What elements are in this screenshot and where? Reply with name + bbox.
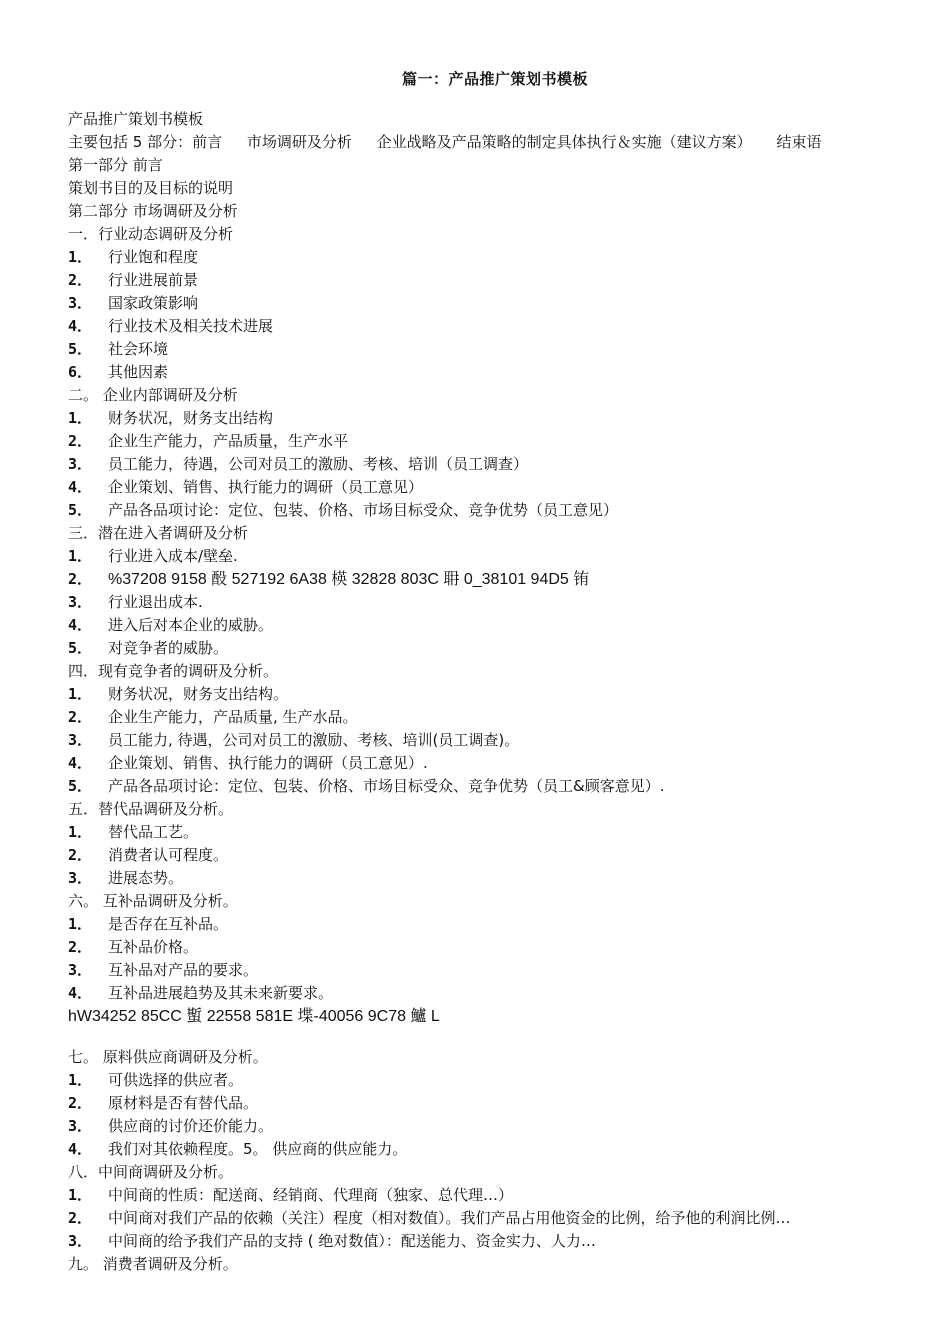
item-number: 2． xyxy=(68,938,93,956)
item-number: 3． xyxy=(68,1117,93,1135)
intro-segment: 市场调研及分析 xyxy=(246,133,352,151)
item-number: 1． xyxy=(68,915,93,933)
list-item xyxy=(68,683,888,706)
item-text: 员工能力，待遇，公司对员工的激励、考核、培训（员工调查） xyxy=(108,455,529,473)
item-number: 4． xyxy=(68,317,93,335)
list-item xyxy=(68,338,888,361)
item-number: 2． xyxy=(68,1209,93,1227)
list-item xyxy=(68,292,888,315)
item-text: 产品各品项讨论：定位、包装、价格、市场目标受众、竞争优势（员工&顾客意见）. xyxy=(108,777,665,795)
item-text: 中间商对我们产品的依赖（关注）程度（相对数值）。我们产品占用他资金的比例，给予他的利润比例… xyxy=(108,1209,791,1227)
list-item xyxy=(68,453,888,476)
item-number: 1． xyxy=(68,409,93,427)
item-number: 5． xyxy=(68,340,93,358)
item-text: 行业进入成本/壁垒. xyxy=(108,547,238,565)
list-item xyxy=(68,936,888,959)
item-text: 进展态势。 xyxy=(108,869,184,887)
item-number: 1． xyxy=(68,248,93,266)
item-number: 2． xyxy=(68,432,93,450)
intro-segment: 结束语 xyxy=(776,133,822,151)
item-text: 产品各品项讨论：定位、包装、价格、市场目标受众、竞争优势（员工意见） xyxy=(108,501,619,519)
item-number: 3． xyxy=(68,1232,93,1250)
item-number: 2． xyxy=(68,271,93,289)
intro-line xyxy=(68,131,888,154)
item-text: 行业进展前景 xyxy=(108,271,199,289)
item-text: 企业生产能力，产品质量, 生产水品。 xyxy=(108,708,358,726)
item-text: 我们对其依赖程度。5。 供应商的供应能力。 xyxy=(108,1140,408,1158)
item-text: 企业生产能力，产品质量，生产水平 xyxy=(108,432,349,450)
item-number: 3． xyxy=(68,869,93,887)
list-item xyxy=(68,269,888,292)
list-item xyxy=(68,1069,888,1092)
item-text: 企业策划、销售、执行能力的调研（员工意见）. xyxy=(108,754,428,772)
item-number: 3． xyxy=(68,731,93,749)
item-text: 消费者认可程度。 xyxy=(108,846,229,864)
section-heading: 六。 互补品调研及分析。 xyxy=(68,892,238,910)
item-text: 行业饱和程度 xyxy=(108,248,199,266)
item-text: 互补品对产品的要求。 xyxy=(108,961,259,979)
part1-heading: 第一部分 前言 xyxy=(68,156,163,174)
list-item xyxy=(68,614,888,637)
list-item xyxy=(68,913,888,936)
item-number: 1． xyxy=(68,685,93,703)
section-heading: 四．现有竞争者的调研及分析。 xyxy=(68,662,279,680)
list-item xyxy=(68,591,888,614)
item-text: 互补品价格。 xyxy=(108,938,199,956)
document-body xyxy=(68,108,888,1276)
item-text: 中间商的给予我们产品的支持 ( 绝对数值）：配送能力、资金实力、人力… xyxy=(108,1232,596,1250)
section-heading: 七。 原料供应商调研及分析。 xyxy=(68,1048,268,1066)
list-item xyxy=(68,706,888,729)
item-text: 中间商的性质：配送商、经销商、代理商（独家、总代理…） xyxy=(108,1186,514,1204)
page-title: 篇一：产品推广策划书模板 xyxy=(401,70,588,88)
section-heading: 三．潜在进入者调研及分析 xyxy=(68,524,249,542)
section-heading: 一．行业动态调研及分析 xyxy=(68,225,234,243)
list-item xyxy=(68,775,888,798)
list-item xyxy=(68,361,888,384)
item-text: 供应商的讨价还价能力。 xyxy=(108,1117,274,1135)
item-text: 员工能力, 待遇，公司对员工的激励、考核、培训(员工调查)。 xyxy=(108,731,520,749)
item-number: 1． xyxy=(68,1186,93,1204)
item-text: 社会环境 xyxy=(108,340,169,358)
list-item xyxy=(68,1138,888,1161)
item-number: 4． xyxy=(68,616,93,634)
list-item xyxy=(68,476,888,499)
list-item xyxy=(68,1092,888,1115)
item-text: 财务状况，财务支出结构 xyxy=(108,409,274,427)
list-item xyxy=(68,844,888,867)
item-number: 4． xyxy=(68,1140,93,1158)
item-text: 原材料是否有替代品。 xyxy=(108,1094,259,1112)
item-text: 财务状况，财务支出结构。 xyxy=(108,685,289,703)
list-item xyxy=(68,821,888,844)
intro-segment: 企业战略及产品策略的制定具体执行＆实施（建议方案） xyxy=(376,133,752,151)
section-heading: 八．中间商调研及分析。 xyxy=(68,1163,234,1181)
item-number: 3． xyxy=(68,593,93,611)
item-text: 是否存在互补品。 xyxy=(108,915,229,933)
list-item xyxy=(68,729,888,752)
item-number: 5． xyxy=(68,777,93,795)
item-number: 5． xyxy=(68,501,93,519)
item-number: 3． xyxy=(68,294,93,312)
item-text: 替代品工艺。 xyxy=(108,823,199,841)
list-item xyxy=(68,752,888,775)
list-item xyxy=(68,982,888,1005)
section-heading: 九。 消费者调研及分析。 xyxy=(68,1255,238,1273)
section-heading: 二。 企业内部调研及分析 xyxy=(68,386,238,404)
item-number: 2． xyxy=(68,846,93,864)
item-text: 行业退出成本. xyxy=(108,593,203,611)
item-number: 4． xyxy=(68,754,93,772)
item-text: 进入后对本企业的威胁。 xyxy=(108,616,274,634)
item-text: 国家政策影响 xyxy=(108,294,199,312)
list-item xyxy=(68,959,888,982)
list-item xyxy=(68,430,888,453)
list-item xyxy=(68,246,888,269)
item-text: 行业技术及相关技术进展 xyxy=(108,317,274,335)
item-number: 1． xyxy=(68,1071,93,1089)
item-number: 1． xyxy=(68,547,93,565)
part2-heading: 第二部分 市场调研及分析 xyxy=(68,202,238,220)
item-number: 1． xyxy=(68,823,93,841)
item-number: 3． xyxy=(68,961,93,979)
list-item xyxy=(68,867,888,890)
item-text: 其他因素 xyxy=(108,363,169,381)
list-item xyxy=(68,568,888,591)
list-item xyxy=(68,499,888,522)
item-text: 对竞争者的威胁。 xyxy=(108,639,229,657)
item-number: 2． xyxy=(68,570,93,588)
item-text: 企业策划、销售、执行能力的调研（员工意见） xyxy=(108,478,424,496)
item-text: 可供选择的供应者。 xyxy=(108,1071,244,1089)
doc-title: 产品推广策划书模板 xyxy=(68,110,204,128)
item-number: 4． xyxy=(68,984,93,1002)
blank-spacer xyxy=(68,1028,888,1046)
item-text: 互补品进展趋势及其未来新要求。 xyxy=(108,984,334,1002)
list-item xyxy=(68,1207,888,1230)
list-item xyxy=(68,545,888,568)
section-heading: 五．替代品调研及分析。 xyxy=(68,800,234,818)
list-item xyxy=(68,1115,888,1138)
list-item xyxy=(68,407,888,430)
item-text: %37208 9158 酘 527192 6A38 楧 32828 803C 耼 0_38101 94D5 铕 xyxy=(108,571,590,588)
item-number: 6． xyxy=(68,363,93,381)
list-item xyxy=(68,315,888,338)
list-item xyxy=(68,637,888,660)
item-number: 5． xyxy=(68,639,93,657)
intro-segment: 主要包括 5 部分：前言 xyxy=(68,133,223,151)
garbled-line: hW34252 85CC 蟴 22558 581E 堞-40056 9C78 鱸 L xyxy=(68,1008,440,1025)
item-number: 3． xyxy=(68,455,93,473)
list-item xyxy=(68,1230,888,1253)
item-number: 4． xyxy=(68,478,93,496)
item-number: 2． xyxy=(68,1094,93,1112)
part1-text: 策划书目的及目标的说明 xyxy=(68,179,234,197)
list-item xyxy=(68,1184,888,1207)
item-number: 2． xyxy=(68,708,93,726)
